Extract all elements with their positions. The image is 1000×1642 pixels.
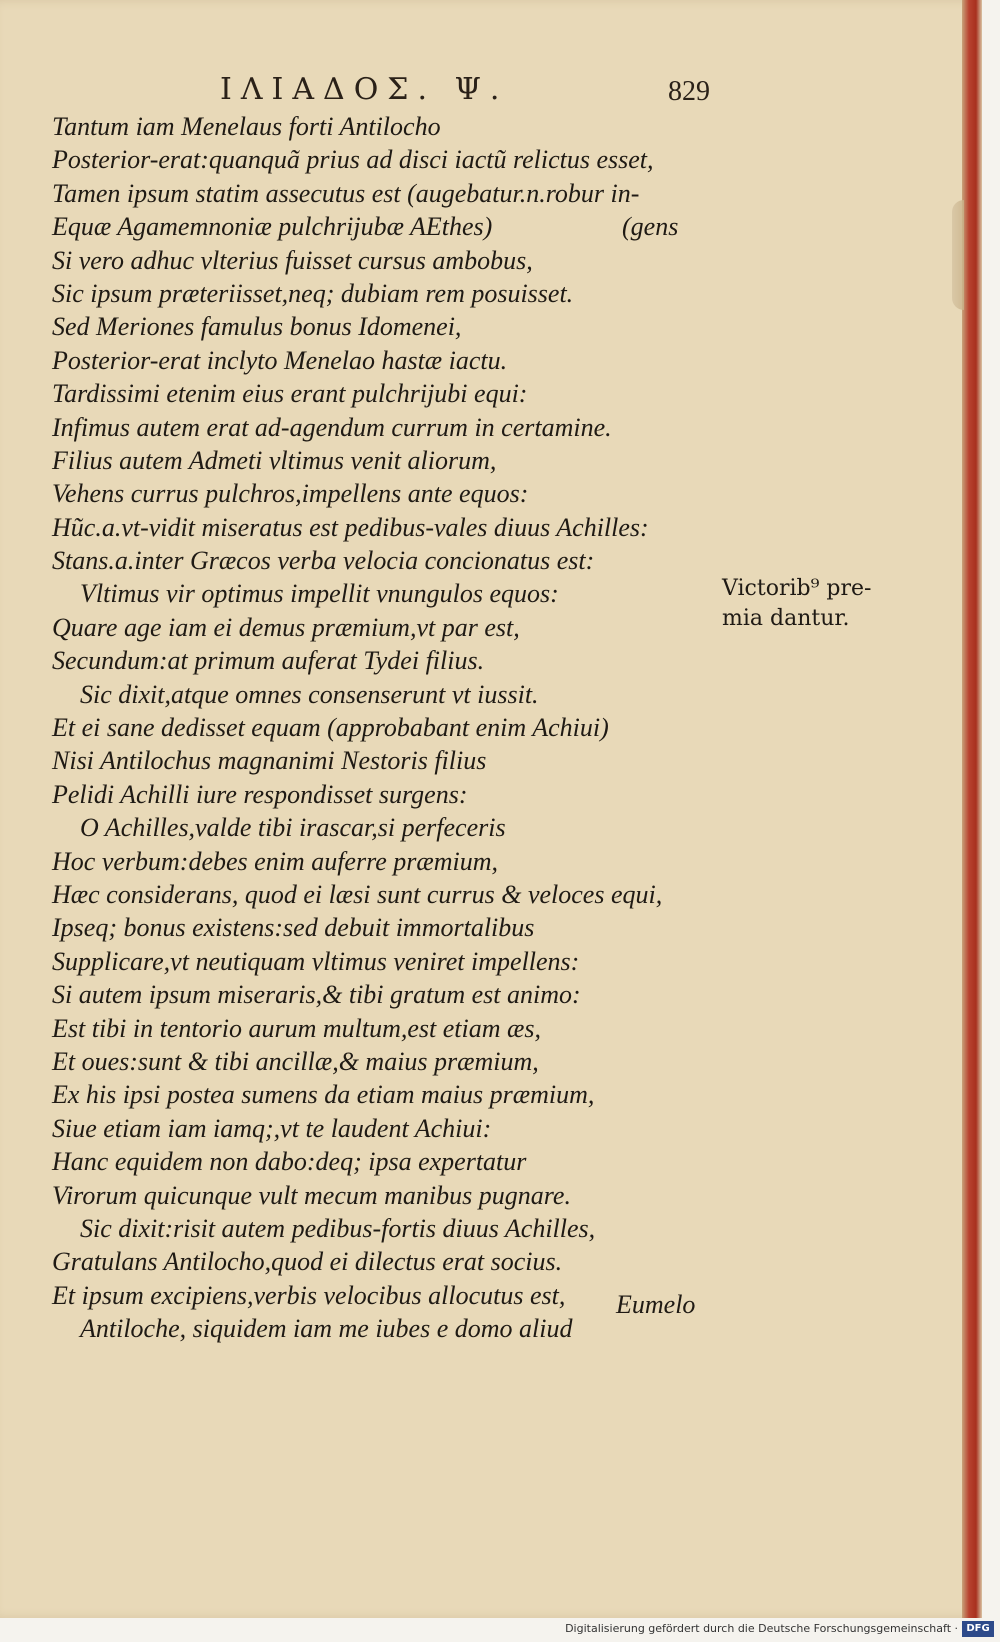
marginal-note-line: mia dantur. (722, 606, 850, 631)
verse-line: Ipseq; bonus existens:sed debuit immortalibus (52, 913, 535, 943)
verse-line: Equæ Agamemnoniæ pulchrijubæ AEthes) (52, 212, 493, 242)
verse-line: Et ei sane dedisset equam (approbabant enim Achiui) (52, 713, 609, 743)
verse-line: Et ipsum excipiens,verbis velocibus allocutus est, (52, 1280, 566, 1310)
marginal-note (722, 574, 882, 634)
verse-line: Sed Meriones famulus bonus Idomenei, (52, 312, 462, 342)
show-through-text (712, 110, 942, 1390)
verse-line: Sic ipsum præteriisset,neq; dubiam rem posuisset. (52, 278, 574, 308)
verse-line: Gratulans Antilocho,quod ei dilectus erat socius. (52, 1247, 563, 1277)
dfg-logo-icon: DFG (962, 1621, 994, 1637)
red-page-edge (962, 0, 982, 1618)
verse-line: Si autem ipsum miseraris,& tibi gratum est animo: (52, 980, 581, 1010)
verse-line: Antiloche, siquidem iam me iubes e domo aliud (80, 1314, 573, 1344)
verse-line: Si vero adhuc vlterius fuisset cursus ambobus, (52, 245, 533, 275)
verse-line: Sic dixit,atque omnes consenserunt vt iussit. (80, 679, 539, 709)
verse-line-with-carry (52, 210, 712, 243)
marginal-note-line: Victorib⁹ pre- (722, 576, 872, 601)
verse-line: Infimus autem erat ad-agendum currum in certamine. (52, 412, 612, 442)
catchword: Eumelo (616, 1290, 696, 1319)
footer-bar (0, 1618, 1000, 1642)
verse-line: Stans.a.inter Græcos verba velocia concionatus est: (52, 546, 595, 576)
verse-line: Quare age iam ei demus præmium,vt par est, (52, 612, 520, 642)
carried-word: (gens (622, 212, 679, 242)
page-number: 829 (668, 76, 710, 107)
verse-line: Posterior-erat inclyto Menelao hastæ iactu. (52, 345, 508, 375)
verse-line: Hoc verbum:debes enim auferre præmium, (52, 846, 498, 876)
verse-line: Siue etiam iam iamq;,vt te laudent Achiui: (52, 1113, 492, 1143)
verse-line: Sic dixit:risit autem pedibus-fortis diuus Achilles, (80, 1213, 596, 1243)
verse-line: Filius autem Admeti vltimus venit aliorum, (52, 445, 497, 475)
verse-line: Vehens currus pulchros,impellens ante equos: (52, 479, 529, 509)
verse-line: Ex his ipsi postea sumens da etiam maius præmium, (52, 1080, 595, 1110)
verse-line: Secundum:at primum auferat Tydei filius. (52, 646, 485, 676)
verse-line: O Achilles,valde tibi irascar,si perfeceris (80, 813, 506, 843)
running-head (0, 72, 982, 112)
page-tab-mark (952, 200, 964, 310)
verse-line: Pelidi Achilli iure respondisset surgens: (52, 779, 468, 809)
verse-line: Hæc considerans, quod ei læsi sunt currus & veloces equi, (52, 879, 663, 909)
verse-line: Vltimus vir optimus impellit vnungulos equos: (80, 579, 559, 609)
verse-line: Tamen ipsum statim assecutus est (augebatur.n.robur in- (52, 178, 640, 208)
verse-line: Nisi Antilochus magnanimi Nestoris filius (52, 746, 487, 776)
verse-line: Et oues:sunt & tibi ancillæ,& maius præmium, (52, 1046, 539, 1076)
running-title: ΙΛΙΑΔΟΣ. Ψ. (220, 72, 509, 107)
verse-line: Hanc equidem non dabo:deq; ipsa expertatur (52, 1147, 527, 1177)
verse-text (52, 110, 712, 1345)
verse-line: Est tibi in tentorio aurum multum,est etiam æs, (52, 1013, 541, 1043)
verse-line: Tantum iam Menelaus forti Antilocho (52, 112, 441, 141)
verse-line: Hũc.a.vt-vidit miseratus est pedibus-vales diuus Achilles: (52, 512, 649, 542)
verse-line: Supplicare,vt neutiquam vltimus veniret impellens: (52, 946, 580, 976)
verse-line: Virorum quicunque vult mecum manibus pugnare. (52, 1180, 571, 1210)
funding-credit: Digitalisierung gefördert durch die Deutsche Forschungsgemeinschaft · (565, 1622, 958, 1635)
verse-line: Posterior-erat:quanquã prius ad disci iactũ relictus esset, (52, 145, 654, 175)
verse-line: Tardissimi etenim eius erant pulchrijubi equi: (52, 379, 528, 409)
